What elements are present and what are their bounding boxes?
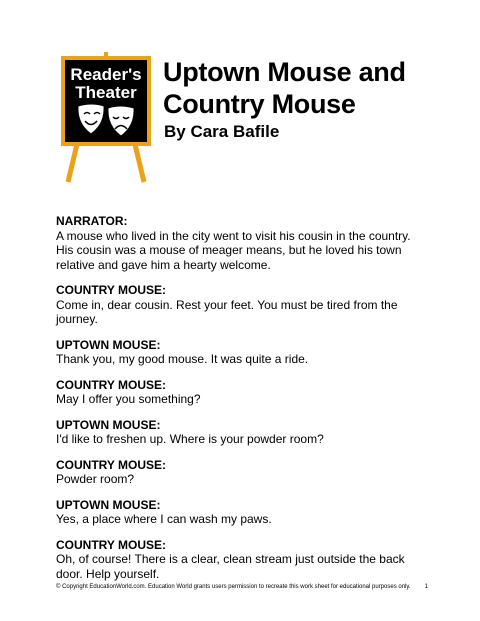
easel-leg-left (68, 140, 78, 182)
script-line (56, 418, 428, 447)
speech-text: Oh, of course! There is a clear, clean stream just outside the back door. Help yourself. (56, 552, 405, 581)
speaker-label: UPTOWN MOUSE: (56, 497, 161, 512)
speech-text: Come in, dear cousin. Rest your feet. You must be tired from the journey. (56, 297, 398, 326)
speech-text: Powder room? (56, 472, 135, 486)
speech-text: Yes, a place where I can wash my paws. (56, 512, 272, 526)
script-line (56, 538, 428, 582)
speech-text: A mouse who lived in the city went to visit his cousin in the country. His cousin was a mouse of meager means, but he loved his town relative and gave him a hearty welcome. (56, 228, 411, 272)
speaker-label: UPTOWN MOUSE: (56, 337, 161, 352)
script-line (56, 498, 428, 527)
readers-theater-logo (56, 50, 156, 184)
speech-text: Thank you, my good mouse. It was quite a ride. (56, 352, 309, 366)
easel-leg-right (134, 140, 144, 182)
page-number: 1 (424, 584, 428, 590)
speaker-label: COUNTRY MOUSE: (56, 457, 167, 472)
script-line (56, 458, 428, 487)
script-line (56, 283, 428, 327)
script-line (56, 214, 428, 272)
title-line-2: Country Mouse (163, 89, 356, 119)
title-line-1: Uptown Mouse and (163, 57, 406, 87)
page-footer (56, 583, 428, 591)
speaker-label: NARRATOR: (56, 214, 128, 228)
logo-line1: Reader's (70, 65, 142, 84)
author-byline: By Cara Bafile (164, 122, 280, 141)
script-body (56, 214, 428, 592)
speaker-label: COUNTRY MOUSE: (56, 377, 167, 392)
speaker-label: COUNTRY MOUSE: (56, 537, 167, 552)
logo-line2: Theater (75, 83, 137, 102)
copyright-notice: © Copyright EducationWorld.com. Education World grants users permission to recreate this work sheet for educational purposes only. (56, 584, 411, 590)
speech-text: May I offer you something? (56, 392, 201, 406)
speaker-label: UPTOWN MOUSE: (56, 417, 161, 432)
speaker-label: COUNTRY MOUSE: (56, 283, 167, 297)
page-title (163, 56, 406, 120)
speech-text: I'd like to freshen up. Where is your powder room? (56, 432, 324, 446)
script-line (56, 378, 428, 407)
script-line (56, 338, 428, 367)
